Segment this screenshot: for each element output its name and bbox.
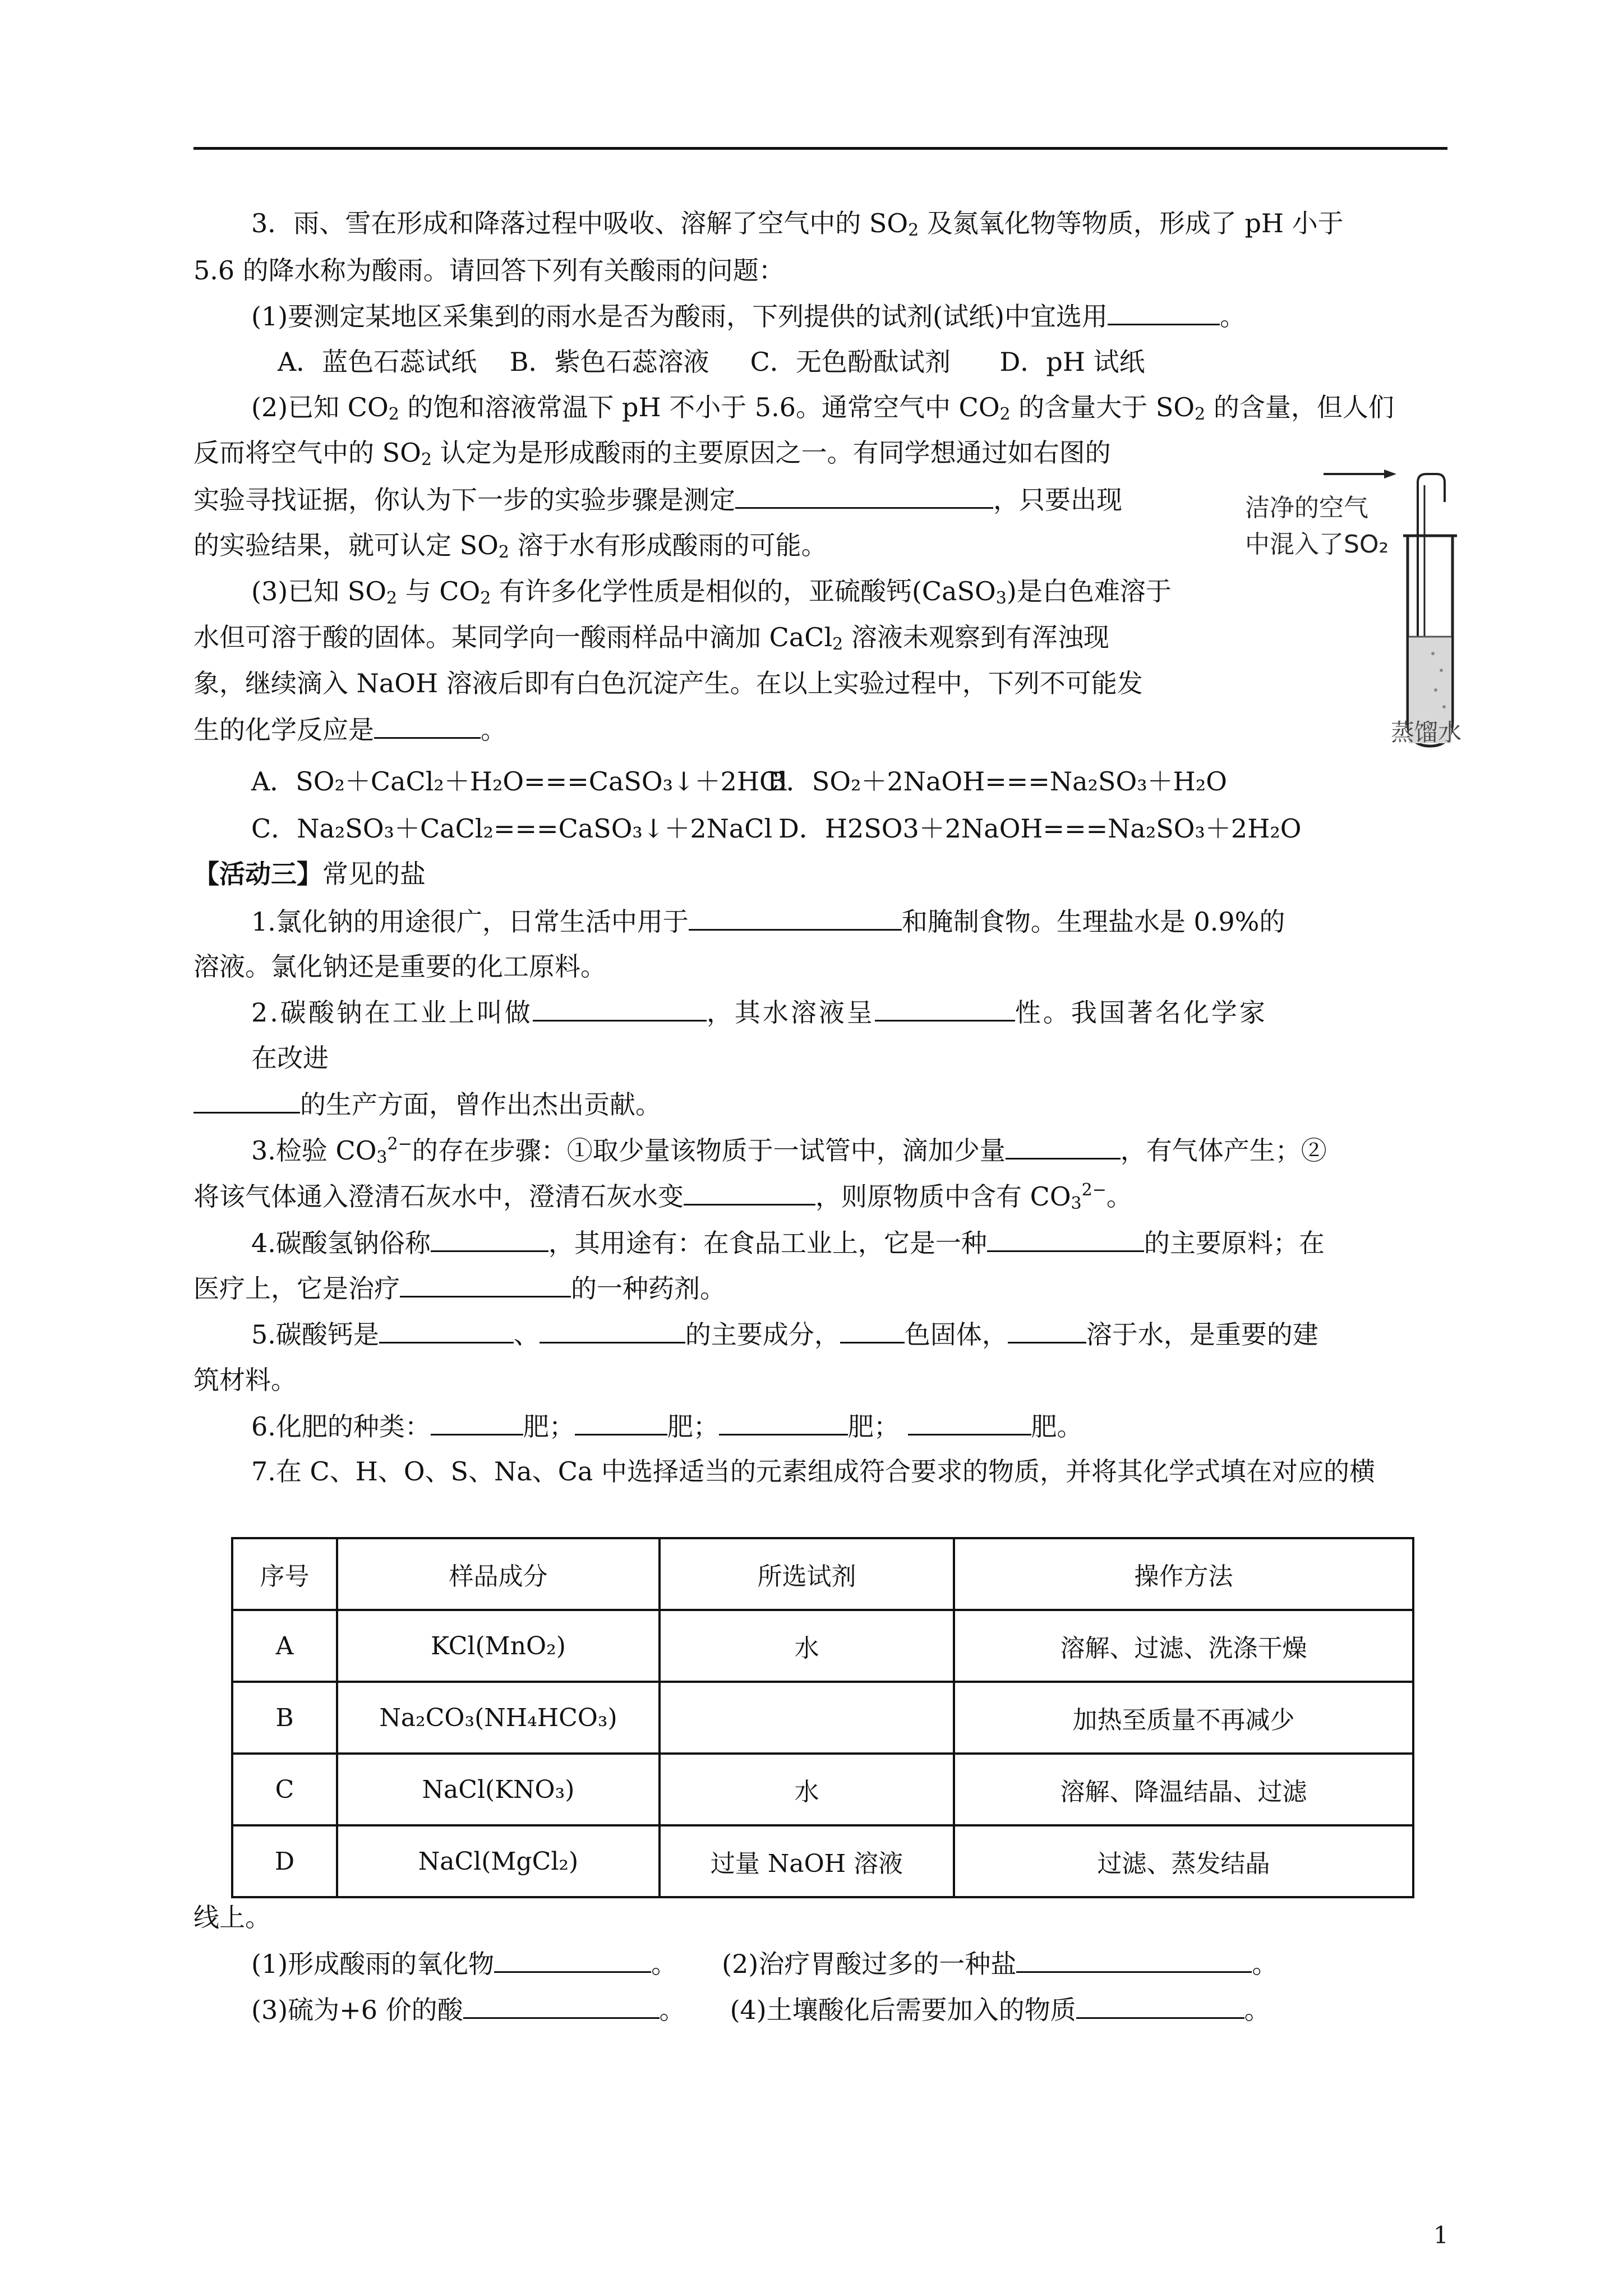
- item2-line2: 在改进: [251, 1043, 329, 1073]
- table-cell[interactable]: [660, 1682, 954, 1754]
- test-tube-diagram: [1239, 468, 1475, 754]
- answer-blank[interactable]: [379, 1317, 514, 1343]
- answer-blank[interactable]: [374, 712, 481, 739]
- table-cell: NaCl(MgCl₂): [337, 1825, 660, 1897]
- sample-table: [231, 1537, 1414, 1898]
- activity3-title: 【活动三】常见的盐: [193, 859, 426, 889]
- table-cell: 水: [660, 1754, 954, 1825]
- table-row: [232, 1682, 1413, 1754]
- answer-blank[interactable]: [1006, 1133, 1121, 1159]
- q3-part3-line1: (3)已知 $SO_2$ 与 $CO_2$ 有许多化学性质是相似的，亚硫酸钙(CaSO$_3$)是白色难溶于: [251, 576, 1172, 608]
- q3-part3-line3: 象，继续滴入 NaOH 溶液后即有白色沉淀产生。在以上实验过程中，下列不可能发: [193, 668, 1143, 698]
- answer-blank[interactable]: [431, 1226, 548, 1252]
- q3-part2-line2: 反而将空气中的 $SO_2$ 认定为是形成酸雨的主要原因之一。有同学想通过如右图的: [193, 438, 1111, 470]
- q3-part1: (1)要测定某地区采集到的雨水是否为酸雨，下列提供的试剂(试纸)中宜选用 。: [251, 299, 1246, 333]
- table-cell: A: [232, 1610, 337, 1682]
- q3-part3-line4: 生的化学反应是 。: [193, 712, 506, 747]
- figure-label-water: 蒸馏水: [1391, 719, 1462, 746]
- table-row: [232, 1610, 1413, 1682]
- table-header: 样品成分: [337, 1538, 660, 1610]
- page-number: 1: [1433, 2221, 1449, 2249]
- sub-question-row2: (3)硫为+6 价的酸 。 (4)土壤酸化后需要加入的物质 。: [251, 1993, 1270, 2027]
- test-tube-figure: [1239, 468, 1475, 754]
- q3-stem-line2: 5.6 的降水称为酸雨。请回答下列有关酸雨的问题：: [193, 255, 785, 286]
- q3-option-b: B．SO₂＋2NaOH===Na₂SO₃＋H₂O: [767, 766, 1227, 797]
- answer-blank[interactable]: [533, 995, 707, 1022]
- table-cell: 溶解、过滤、洗涤干燥: [954, 1610, 1413, 1682]
- table-cell: D: [232, 1825, 337, 1897]
- answer-blank[interactable]: [431, 1409, 523, 1435]
- figure-label-so2: 中混入了SO₂: [1245, 530, 1389, 559]
- item5-line1: 5.碳酸钙是 、 的主要成分， 色固体， 溶于水，是重要的建: [251, 1317, 1318, 1351]
- answer-blank[interactable]: [494, 1947, 651, 1973]
- item5-line2: 筑材料。: [193, 1365, 297, 1395]
- answer-blank[interactable]: [840, 1317, 905, 1343]
- q3-stem-line1: 3．雨、雪在形成和降落过程中吸收、溶解了空气中的 $SO_2$ 及氮氧化物等物质，形成了 pH 小于: [251, 208, 1344, 240]
- item1-line2: 溶液。氯化钠还是重要的化工原料。: [193, 951, 606, 982]
- answer-blank[interactable]: [1016, 1947, 1252, 1973]
- line-continuation: 线上。: [193, 1902, 271, 1932]
- answer-blank[interactable]: [987, 1226, 1144, 1252]
- table-cell: 溶解、降温结晶、过滤: [954, 1754, 1413, 1825]
- answer-blank[interactable]: [463, 1993, 660, 2019]
- item2-line1: 2.碳酸钠在工业上叫做 ，其水溶液呈 性。我国著名化学家: [251, 995, 1267, 1029]
- item2-line3: 的生产方面，曾作出杰出贡献。: [193, 1087, 661, 1121]
- header-rule: [193, 147, 1447, 150]
- table-header: 所选试剂: [660, 1538, 954, 1610]
- table-cell: 水: [660, 1610, 954, 1682]
- table-row: [232, 1754, 1413, 1825]
- answer-blank[interactable]: [689, 904, 902, 931]
- answer-blank[interactable]: [684, 1179, 815, 1205]
- table-cell: B: [232, 1682, 337, 1754]
- item6: 6.化肥的种类： 肥； 肥； 肥； 肥。: [251, 1409, 1083, 1443]
- answer-blank[interactable]: [1008, 1317, 1086, 1343]
- answer-blank[interactable]: [735, 482, 993, 509]
- answer-blank[interactable]: [193, 1087, 300, 1114]
- figure-label-air: 洁净的空气: [1245, 494, 1368, 522]
- table-header-row: [232, 1538, 1413, 1610]
- answer-blank[interactable]: [908, 1409, 1031, 1435]
- q3-option-a: A．SO₂＋CaCl₂＋H₂O===CaSO₃↓＋2HCl: [251, 766, 787, 797]
- table-header: 操作方法: [954, 1538, 1413, 1610]
- answer-blank[interactable]: [575, 1409, 667, 1435]
- sub-question-row1: (1)形成酸雨的氧化物 。 (2)治疗胃酸过多的一种盐 。: [251, 1947, 1278, 1981]
- table-cell: KCl(MnO₂): [337, 1610, 660, 1682]
- table-row: [232, 1825, 1413, 1897]
- item7: 7.在 C、H、O、S、Na、Ca 中选择适当的元素组成符合要求的物质，并将其化学式填在对应的横: [251, 1456, 1375, 1487]
- table-cell: Na₂CO₃(NH₄HCO₃): [337, 1682, 660, 1754]
- item4-line1: 4.碳酸氢钠俗称 ，其用途有：在食品工业上，它是一种 的主要原料；在: [251, 1226, 1325, 1260]
- q3-part2-line1: (2)已知 $CO_2$ 的饱和溶液常温下 pH 不小于 5.6。通常空气中 $CO_2$ 的含量大于 $SO_2$ 的含量，但人们: [251, 392, 1394, 424]
- q3-part2-line3: 实验寻找证据，你认为下一步的实验步骤是测定 ，只要出现: [193, 482, 1122, 517]
- table-cell: 过滤、蒸发结晶: [954, 1825, 1413, 1897]
- q3-part1-options: A．蓝色石蕊试纸 B．紫色石蕊溶液 C．无色酚酞试剂 D．pH 试纸: [278, 347, 1145, 377]
- table-cell: NaCl(KNO₃): [337, 1754, 660, 1825]
- q3-part3-line2: 水但可溶于酸的固体。某同学向一酸雨样品中滴加 CaCl$_2$ 溶液未观察到有浑浊现: [193, 622, 1109, 654]
- answer-blank[interactable]: [1108, 299, 1220, 325]
- answer-blank[interactable]: [875, 995, 1015, 1022]
- item1-line1: 1.氯化钠的用途很广，日常生活中用于 和腌制食物。生理盐水是 0.9%的: [251, 904, 1285, 938]
- answer-blank[interactable]: [1076, 1993, 1244, 2019]
- item3-line1: 3.检验 $CO_3^{2-}$的存在步骤：①取少量该物质于一试管中，滴加少量 ，有气体产生；②: [251, 1134, 1327, 1167]
- table-cell: 加热至质量不再减少: [954, 1682, 1413, 1754]
- table-cell: 过量 NaOH 溶液: [660, 1825, 954, 1897]
- table-header: 序号: [232, 1538, 337, 1610]
- q3-part2-line4: 的实验结果，就可认定 $SO_2$ 溶于水有形成酸雨的可能。: [193, 530, 827, 562]
- table-cell: C: [232, 1754, 337, 1825]
- answer-blank[interactable]: [719, 1409, 848, 1435]
- q3-option-d: D．H2SO3＋2NaOH===Na₂SO₃＋2H₂O: [778, 813, 1302, 844]
- q3-option-c: C．Na₂SO₃＋CaCl₂===CaSO₃↓＋2NaCl: [251, 813, 773, 844]
- answer-blank[interactable]: [540, 1317, 685, 1343]
- answer-blank[interactable]: [400, 1271, 571, 1297]
- item4-line2: 医疗上，它是治疗 的一种药剂。: [193, 1271, 726, 1305]
- item3-line2: 将该气体通入澄清石灰水中，澄清石灰水变 ，则原物质中含有 $CO_3^{2-}$。: [193, 1180, 1132, 1213]
